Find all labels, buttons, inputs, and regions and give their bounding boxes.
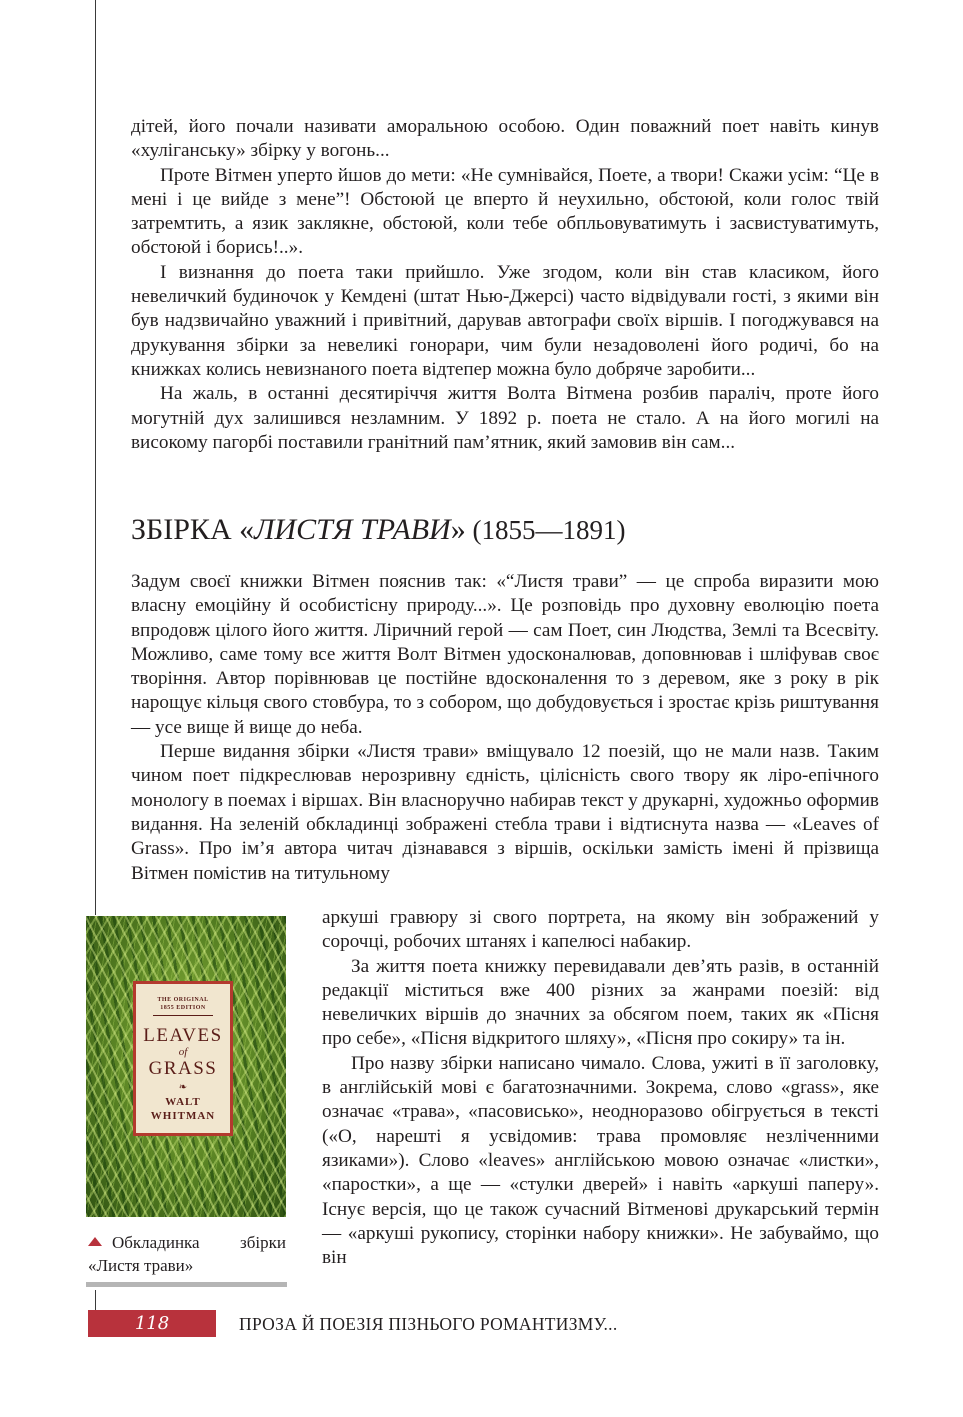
- caption-underline-bar: [86, 1282, 287, 1287]
- heading-suffix: »: [450, 513, 466, 546]
- cover-title-of: of: [178, 1046, 188, 1058]
- paragraph: Задум своєї книжки Вітмен пояснив так: «“Листя трави” — це спроба виразити мою власну емоційну й особистісну природу...». Це розповідь про духовну еволюцію поета впродовж цілого його життя. Ліричний герой — сам Поет, син Людства, Землі та Всесвіту. Можливо, саме тому все життя Волт Вітмен удосконалював, доповнював і шліфував своє творіння. Автор порівнював це постійне вдосконалення то з деревом, яке з року в рік нарощує кільця свого стовбура, то з собором, що добудовується і зростає крізь риштування — усе вище й вище до неба.: [131, 571, 879, 738]
- paragraph: За життя поета книжку перевидавали дев’ять разів, в останній редакції міститься вже 400 різних за жанрами поезій: від невеличких віршів до значних за обсягом поем, таких як «Пісня про себе», «Пісня відкритого шляху», «Пісня про сокиру» та ін.: [322, 955, 879, 1050]
- cover-edition-year: 1855 EDITION: [160, 1005, 206, 1011]
- text-block-bottom: [322, 906, 879, 1270]
- caption-word: Обкладинка: [112, 1233, 200, 1252]
- paragraph: дітей, його почали називати аморальною особою. Один поважний поет навіть кинув «хуліганську» збірку у вогонь...: [131, 116, 879, 162]
- paragraph: Про назву збірки написано чимало. Слова, ужиті в її заголовку, в англійській мові є багатозначними. Зокрема, слово «grass», яке означає «трава», «пасовисько», неодноразово обігрується в тексті («О, нарешті я усвідомив: трава промовляє незліченними язиками»). Слово «leaves» англійською мовою означає «листки», «паростки», а ще — «стулки дверей» і навіть «аркуші паперу». Існує версія, що це також сучасний Вітменові друкарський термін — «аркуші рукопису, сторінки набору книжки». Не забуваймо, що він: [322, 1052, 879, 1269]
- heading-title: ЛИСТЯ ТРАВИ: [254, 513, 451, 546]
- fleuron-icon: ❧: [178, 1082, 188, 1093]
- section-heading: [131, 510, 625, 550]
- cover-title-grass: GRASS: [148, 1058, 218, 1079]
- margin-rule: [95, 0, 96, 915]
- paragraph: Перше видання збірки «Листя трави» вміщувало 12 поезій, що не мали назв. Таким чином поет підкреслював нерозривну єдність, цілісність свого твору як ліро-епічного монологу в поемах і віршах. Він власноручно набирав текст у друкарні, художньо оформив видання. На зеленій обкладинці зображені стебла трави і відтиснута назва — «Leaves of Grass». Про ім’я автора читач дізнавався з віршів, оскільки замість імені й прізвища Вітмен помістив на титульному: [131, 741, 879, 884]
- running-title: ПРОЗА Й ПОЕЗІЯ ПІЗНЬОГО РОМАНТИЗМУ...: [239, 1314, 618, 1334]
- cover-author-last: WHITMAN: [150, 1110, 216, 1122]
- page-number: 118: [88, 1310, 216, 1337]
- paragraph: І визнання до поета таки прийшло. Уже згодом, коли він став класиком, його невеличкий будиночок у Кемдені (штат Нью-Джерсі) часто відвідували гості, з якими він був надзвичайно уважний і привітний, дарував автографи своїх віршів. І погоджувався на друкування збірки за невеликі гонорари, чим були незадоволені його родичі, бо на книжках колись невизнаного поета відтепер можна було добряче заробити...: [131, 261, 879, 380]
- caption-line: «Листя трави»: [88, 1255, 194, 1275]
- cover-title-leaves: LEAVES: [143, 1025, 223, 1046]
- paragraph: На жаль, в останні десятиріччя життя Волта Вітмена розбив параліч, проте його могутній дух залишився незламним. У 1892 р. поета не стало. А на його могилі на високому пагорбі поставили гранітний пам’ятник, який замовив він сам...: [131, 383, 879, 453]
- caption-word: збірки: [240, 1233, 286, 1252]
- cover-divider: [153, 1015, 213, 1016]
- triangle-up-icon: [88, 1237, 102, 1246]
- heading-years: (1855—1891): [465, 515, 626, 545]
- text-block-top: [131, 115, 879, 455]
- heading-prefix: ЗБІРКА «: [131, 513, 255, 546]
- text-block-middle: [131, 570, 879, 886]
- paragraph: Проте Вітмен уперто йшов до мети: «Не сумнівайся, Поете, а твори! Скажи усім: “Це в мені і це вийде з мене”! Обстоюй це вперто й неухильно, обстоюй, коли голос твій затремтить, а язик заклякне, обстоюй, коли тебе обпльовуватимуть і засвистуватимуть, обстоюй і борись!..».: [131, 164, 879, 259]
- cover-title-panel: [133, 981, 233, 1136]
- cover-author-first: WALT: [165, 1096, 201, 1108]
- book-cover-image: [86, 916, 286, 1217]
- cover-edition-line: THE ORIGINAL: [157, 997, 209, 1003]
- paragraph: аркуші гравюру зі свого портрета, на якому він зображений у сорочці, робочих штанях і капелюсі набакир.: [322, 907, 879, 953]
- image-caption: [88, 1232, 286, 1277]
